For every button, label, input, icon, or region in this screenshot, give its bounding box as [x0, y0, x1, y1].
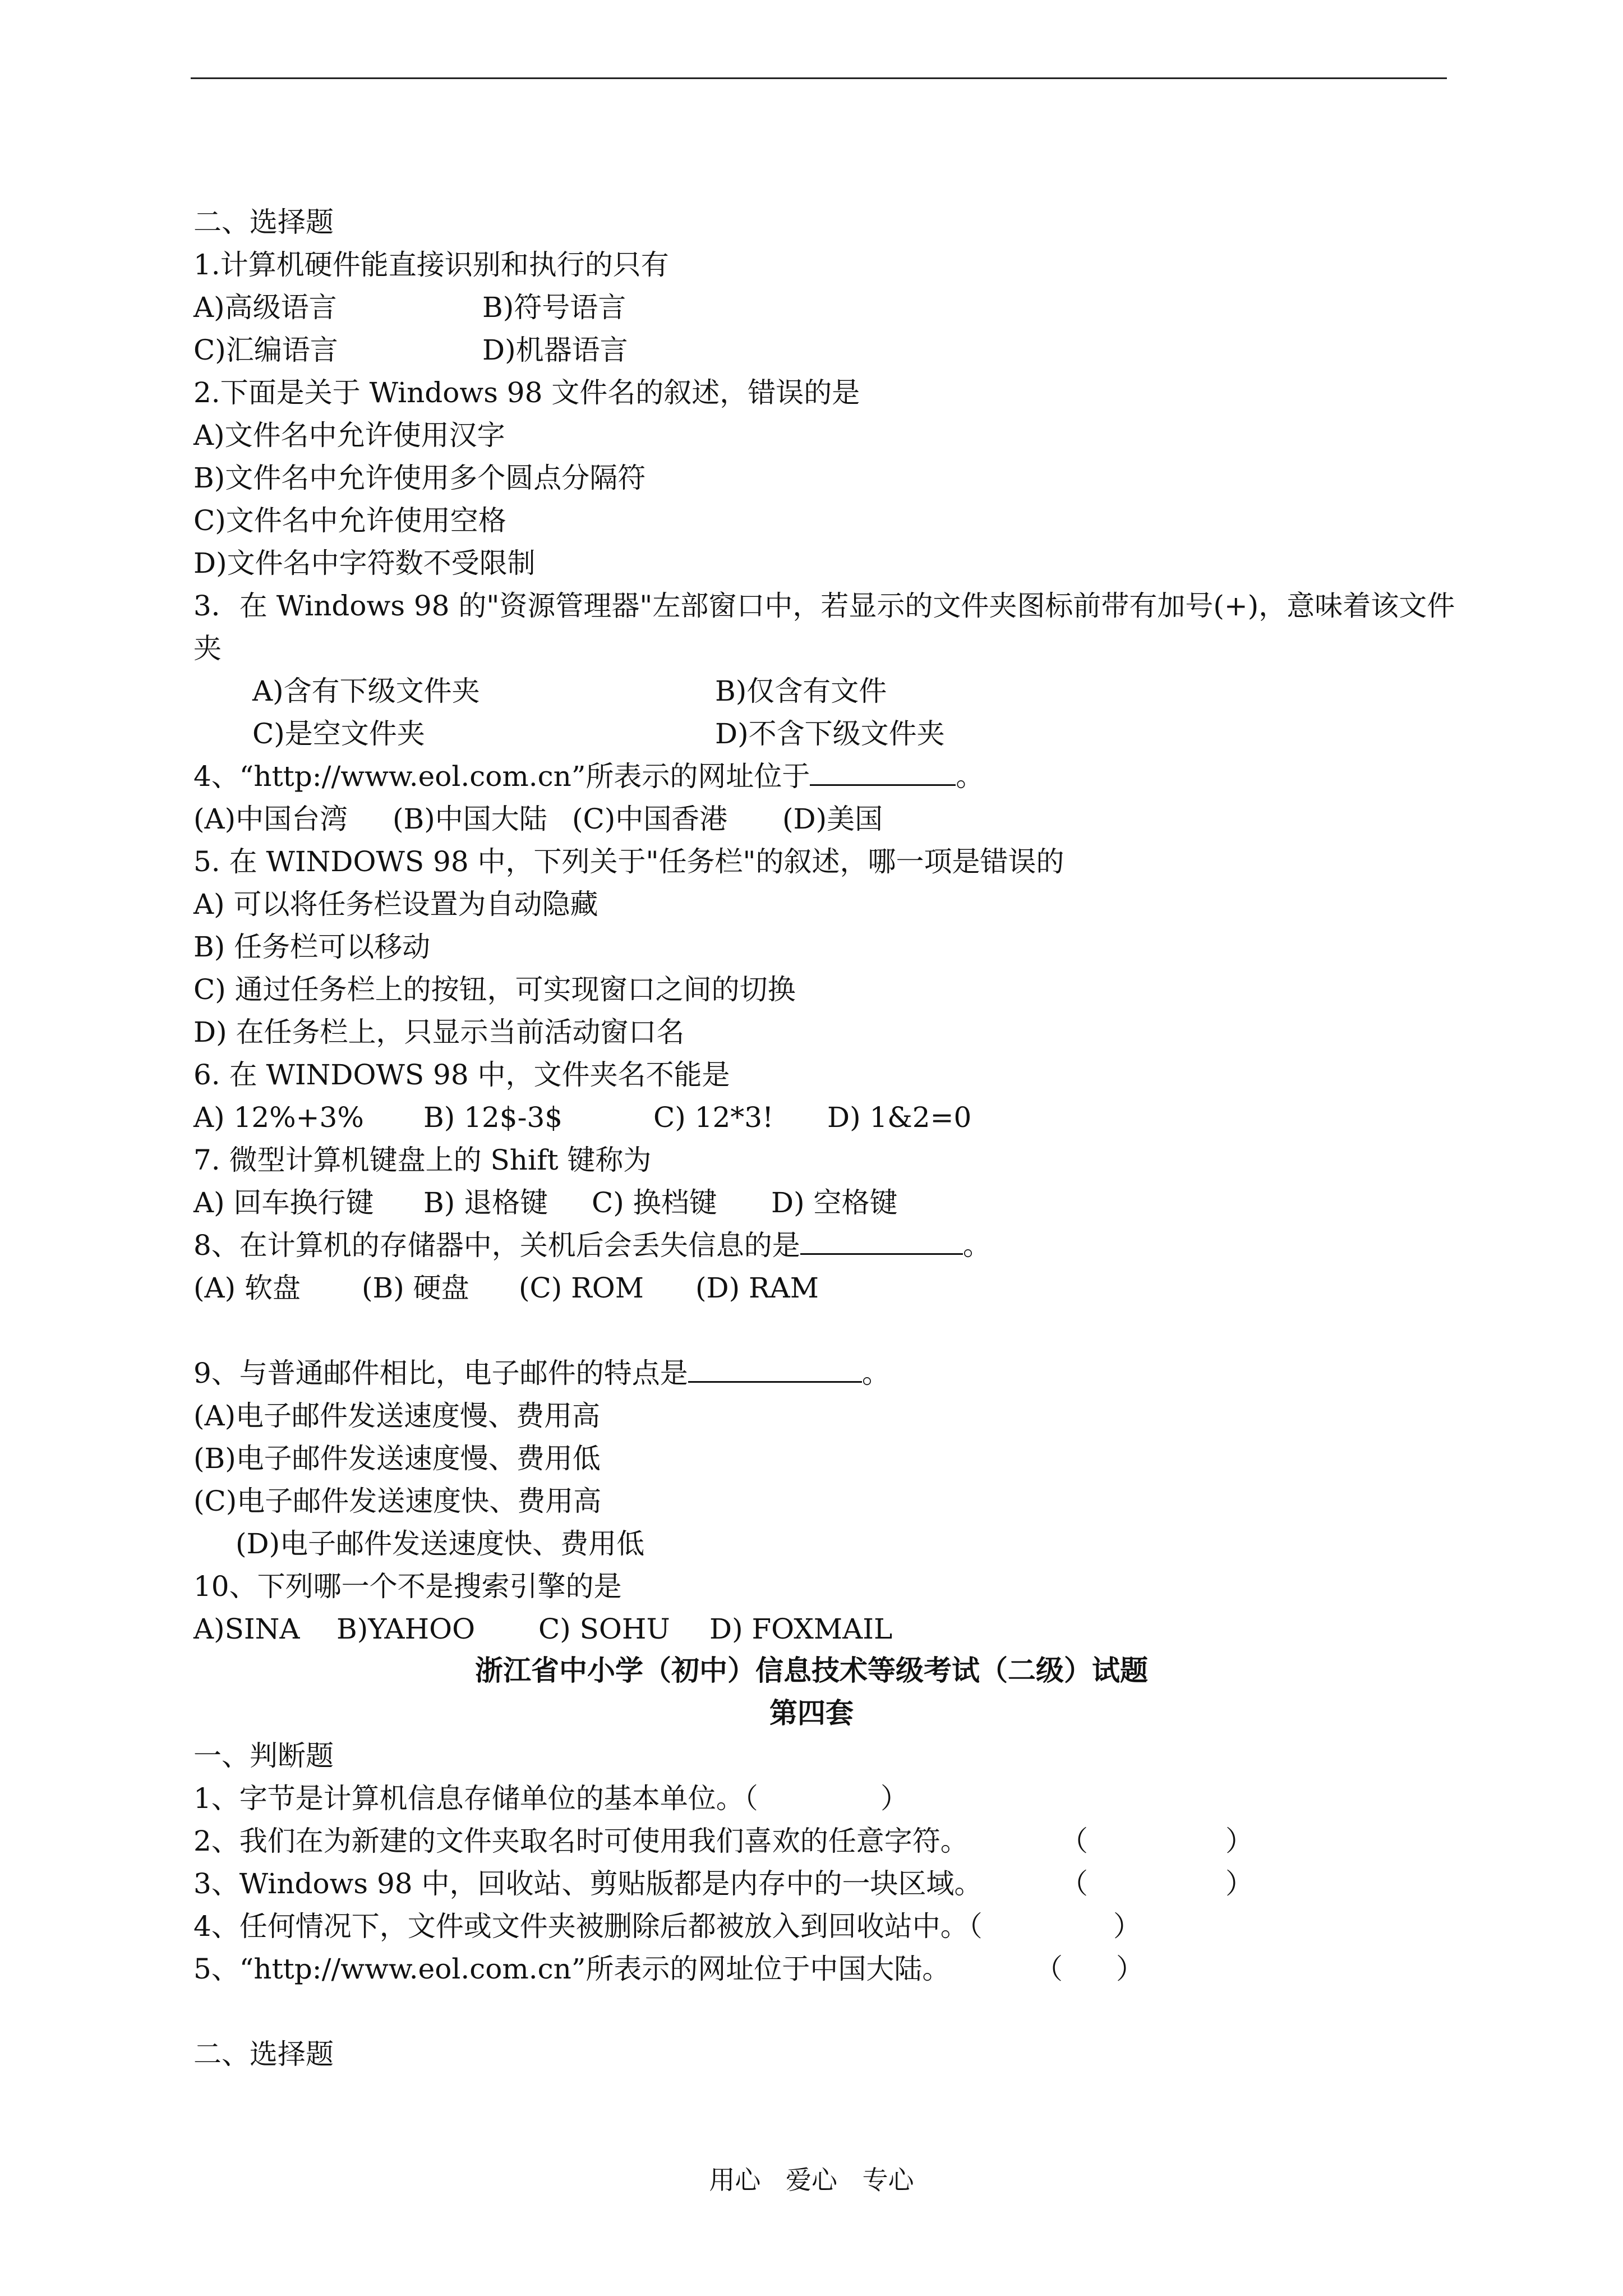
question-4-stem	[193, 759, 984, 794]
option-b: (B)中国大陆	[393, 803, 547, 835]
option-c: (C) ROM	[519, 1272, 644, 1304]
judgment-text: 5、“http://www.eol.com.cn”所表示的网址位于中国大陆。	[193, 1953, 951, 1985]
question-9-stem	[193, 1356, 890, 1391]
judgment-item	[193, 1909, 1141, 1944]
question-2-stem: 2.下面是关于 Windows 98 文件名的叙述，错误的是	[193, 376, 860, 409]
judgment-text: 2、我们在为新建的文件夹取名时可使用我们喜欢的任意字符。	[193, 1825, 969, 1857]
option-b: B)YAHOO	[336, 1613, 476, 1645]
option-c: C) SOHU	[538, 1613, 670, 1645]
judgment-bracket-close: ）	[1116, 1953, 1144, 1985]
option-d: (D) RAM	[695, 1272, 819, 1304]
section-title: 二、选择题	[193, 206, 334, 238]
question-4-stem-text: 4、“http://www.eol.com.cn”所表示的网址位于	[193, 760, 810, 793]
page-footer: 用心 爱心 专心	[709, 2165, 914, 2195]
exam-title: 浙江省中小学（初中）信息技术等级考试（二级）试题	[475, 1654, 1148, 1687]
answer-blank	[800, 1228, 963, 1255]
option-d: D)文件名中字符数不受限制	[193, 547, 536, 579]
judgment-text: 3、Windows 98 中，回收站、剪贴版都是内存中的一块区域。	[193, 1867, 983, 1900]
question-3-stem: 3．在 Windows 98 的"资源管理器"左部窗口中，若显示的文件夹图标前带有加号(+)，意味着该文件	[193, 590, 1455, 622]
option-a: A) 可以将任务栏设置为自动隐藏	[193, 888, 598, 921]
option-b: B)仅含有文件	[715, 675, 887, 707]
section-title: 一、判断题	[193, 1740, 334, 1772]
option-a: (A)中国台湾	[193, 803, 348, 835]
option-b: (B) 硬盘	[362, 1272, 469, 1304]
question-1-stem: 1.计算机硬件能直接识别和执行的只有	[193, 249, 669, 281]
judgment-bracket-close: ）	[1113, 1910, 1141, 1943]
judgment-text: 4、任何情况下，文件或文件夹被删除后都被放入到回收站中。（	[193, 1910, 983, 1943]
question-8-stem	[193, 1228, 991, 1263]
exam-subtitle: 第四套	[769, 1696, 854, 1729]
option-c: C) 换档键	[592, 1186, 717, 1219]
question-5-stem: 5. 在 WINDOWS 98 中，下列关于"任务栏"的叙述，哪一项是错误的	[193, 845, 1064, 878]
option-c: C)是空文件夹	[252, 717, 425, 750]
question-10-stem: 10、下列哪一个不是搜索引擎的是	[193, 1570, 622, 1603]
option-d: D)不含下级文件夹	[715, 717, 945, 750]
option-a: (A) 软盘	[193, 1272, 301, 1304]
judgment-text: 1、字节是计算机信息存储单位的基本单位。（	[193, 1782, 758, 1815]
option-a: A)含有下级文件夹	[252, 675, 480, 707]
option-d: (D)美国	[782, 803, 883, 835]
option-a: A) 12%+3%	[193, 1101, 364, 1134]
question-7-stem: 7. 微型计算机键盘上的 Shift 键称为	[193, 1144, 652, 1176]
option-c: (C)电子邮件发送速度快、费用高	[193, 1485, 602, 1517]
answer-blank	[688, 1356, 862, 1383]
option-d: D) 空格键	[771, 1186, 898, 1219]
section-title: 二、选择题	[193, 2038, 334, 2070]
option-b: B) 12$-3$	[423, 1101, 563, 1134]
judgment-bracket-close: ）	[1225, 1867, 1253, 1900]
option-a: (A)电子邮件发送速度慢、费用高	[193, 1400, 601, 1432]
question-6-stem: 6. 在 WINDOWS 98 中，文件夹名不能是	[193, 1059, 730, 1091]
judgment-bracket-close: ）	[1225, 1825, 1253, 1857]
option-d: D)机器语言	[482, 334, 628, 366]
option-a: A) 回车换行键	[193, 1186, 374, 1219]
option-d: (D)电子邮件发送速度快、费用低	[236, 1527, 645, 1560]
option-c: C) 通过任务栏上的按钮，可实现窗口之间的切换	[193, 973, 796, 1006]
question-9-stem-end: 。	[861, 1357, 890, 1389]
judgment-item	[193, 1952, 1144, 1986]
judgment-item	[193, 1866, 1253, 1901]
option-b: B) 退格键	[423, 1186, 548, 1219]
option-c: C) 12*3!	[653, 1101, 774, 1134]
judgment-bracket-close: ）	[880, 1782, 909, 1815]
question-4-stem-end: 。	[956, 760, 984, 793]
option-b: (B)电子邮件发送速度慢、费用低	[193, 1442, 601, 1475]
question-9-stem-text: 9、与普通邮件相比，电子邮件的特点是	[193, 1357, 688, 1389]
option-b: B) 任务栏可以移动	[193, 931, 431, 963]
judgment-bracket-open: （	[1060, 1825, 1088, 1857]
option-c: (C)中国香港	[572, 803, 728, 835]
judgment-bracket-open: （	[1060, 1867, 1088, 1900]
header-rule	[191, 77, 1447, 79]
judgment-item	[193, 1781, 909, 1816]
question-8-stem-text: 8、在计算机的存储器中，关机后会丢失信息的是	[193, 1229, 800, 1262]
option-b: B)文件名中允许使用多个圆点分隔符	[193, 462, 646, 494]
question-3-stem-continued: 夹	[193, 632, 222, 665]
option-a: A)高级语言	[193, 291, 337, 324]
option-d: D) 在任务栏上，只显示当前活动窗口名	[193, 1016, 685, 1048]
option-d: D) FOXMAIL	[709, 1613, 893, 1645]
option-d: D) 1&2=0	[827, 1101, 972, 1134]
option-c: C)文件名中允许使用空格	[193, 504, 506, 537]
option-a: A)文件名中允许使用汉字	[193, 419, 505, 452]
judgment-bracket-open: （	[1035, 1953, 1063, 1985]
option-c: C)汇编语言	[193, 334, 338, 366]
option-b: B)符号语言	[482, 291, 626, 324]
question-8-stem-end: 。	[962, 1229, 991, 1262]
judgment-item	[193, 1824, 1253, 1858]
answer-blank	[810, 760, 956, 786]
option-a: A)SINA	[193, 1613, 300, 1645]
